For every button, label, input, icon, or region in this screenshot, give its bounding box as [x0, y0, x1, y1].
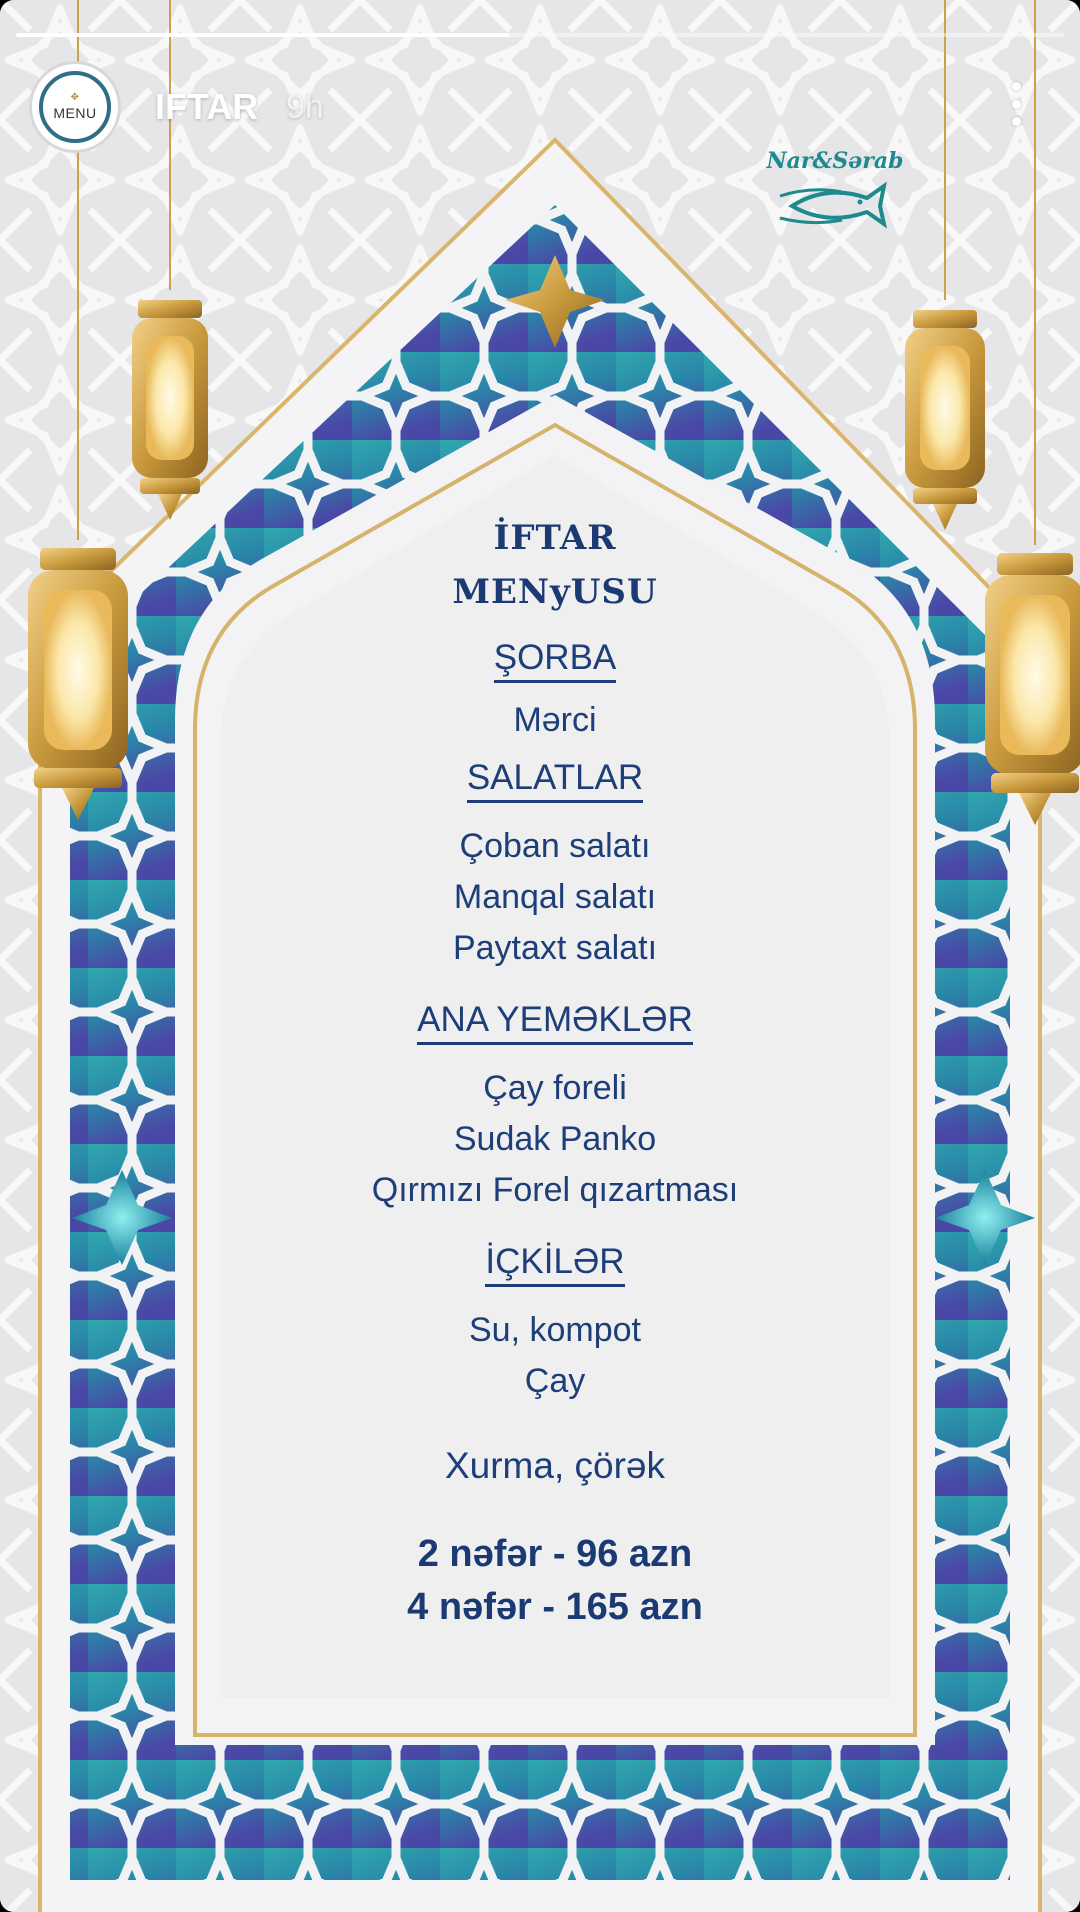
section-heading: ANA YEMƏKLƏR	[417, 1000, 693, 1045]
story-progress-bar	[16, 33, 1064, 37]
menu-item: Mərci	[513, 701, 597, 739]
menu-item: Sudak Panko	[453, 1120, 657, 1158]
avatar-label: MENU	[53, 105, 97, 121]
post-time: 9h	[286, 88, 324, 126]
menu-item: Çay foreli	[483, 1069, 627, 1107]
fish-icon	[772, 176, 898, 236]
price-four-people: 4 nəfər - 165 azn	[407, 1586, 703, 1628]
brand-logo-text: Nar&Sərab	[766, 148, 904, 174]
menu-extra: Xurma, çörək	[444, 1445, 665, 1486]
more-options-button[interactable]	[998, 78, 1034, 130]
menu-item: Su, kompot	[469, 1311, 641, 1349]
lantern-left-top-icon	[132, 0, 208, 520]
brand-logo	[760, 148, 910, 238]
more-vertical-icon	[1012, 82, 1021, 91]
account-name[interactable]: IFTAR	[155, 86, 259, 127]
menu-title-line2: MENyUSU	[452, 572, 658, 612]
section-heading: İÇKİLƏR	[485, 1242, 624, 1287]
lantern-right-top-icon	[905, 0, 985, 530]
menu-item: Qırmızı Forel qızartması	[371, 1171, 739, 1209]
story-progress-fill	[16, 33, 509, 37]
section-main-dishes	[200, 1000, 910, 1210]
menu-item: Çay	[524, 1362, 586, 1400]
menu-item: Paytaxt salatı	[452, 929, 658, 967]
section-heading: ŞORBA	[494, 638, 617, 683]
avatar[interactable]	[32, 64, 118, 150]
price-two-people: 2 nəfər - 96 azn	[417, 1533, 693, 1575]
section-drinks	[200, 1242, 910, 1401]
ornament-icon: ✥	[70, 92, 80, 103]
section-soup	[200, 638, 910, 740]
section-heading: SALATLAR	[467, 758, 643, 803]
menu-title-line1: İFTAR	[493, 518, 617, 558]
section-salads	[200, 758, 910, 968]
iftar-menu	[200, 500, 910, 1629]
menu-item: Manqal salatı	[453, 878, 657, 916]
menu-item: Çoban salatı	[459, 827, 651, 865]
avatar-logo	[39, 71, 111, 143]
